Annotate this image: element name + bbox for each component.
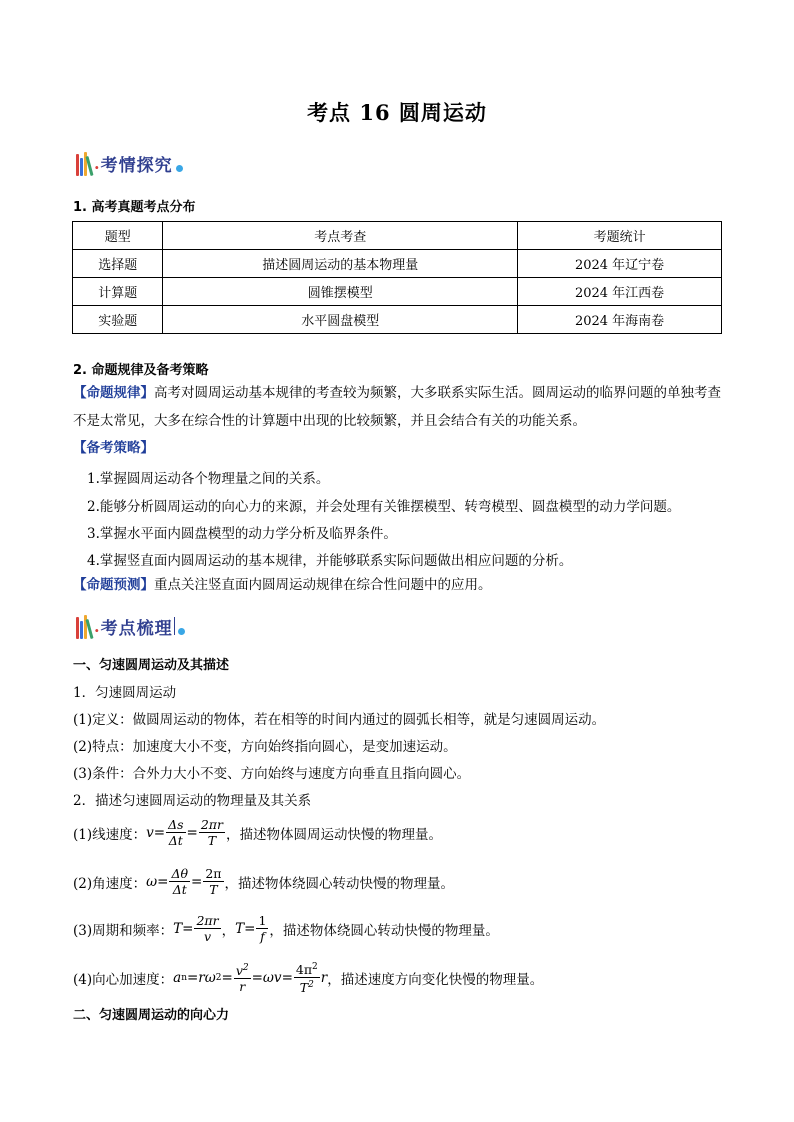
page-title: 考点 16 圆周运动 xyxy=(307,100,487,125)
strategy-item: 3.掌握水平面内圆盘模型的动力学分析及临界条件。 xyxy=(87,526,397,542)
strategy-item: 2.能够分析圆周运动的向心力的来源，并会处理有关锥摆模型、转弯模型、圆盘模型的动力学问题。 xyxy=(87,499,681,515)
table-cell: 实验题 xyxy=(73,306,163,334)
table-header: 题型 xyxy=(73,222,163,250)
formula-label: (4)向心加速度： xyxy=(73,971,174,988)
banner-exam-analysis: . 考情探究 xyxy=(76,148,183,178)
strategy-item: 1.掌握圆周运动各个物理量之间的关系。 xyxy=(87,471,330,487)
exam-distribution-table xyxy=(72,221,722,334)
strategy-item: 4.掌握竖直面内圆周运动的基本规律，并能够联系实际问题做出相应问题的分析。 xyxy=(87,553,573,569)
definition-line: (1)定义：做圆周运动的物体，若在相等的时间内通过的圆弧长相等，就是匀速圆周运动。 xyxy=(73,712,606,728)
fraction: $\frac{v^2}{r}$ xyxy=(235,963,249,995)
table-cell: 水平圆盘模型 xyxy=(163,306,518,334)
strategy-label: 【备考策略】 xyxy=(73,440,154,456)
strategy-label-line xyxy=(73,435,723,463)
fraction: $\frac{4\pi^2}{T^2}$ xyxy=(295,962,318,996)
definition-line: (3)条件：合外力大小不变、方向始终与速度方向垂直且指向圆心。 xyxy=(73,766,471,782)
fraction: $\frac{2\pi}{T}$ xyxy=(205,866,222,897)
table-header-row xyxy=(73,222,722,250)
banner-title: 考点梳理 xyxy=(100,618,173,639)
table-cell: 圆锥摆模型 xyxy=(163,278,518,306)
table-cell: 描述圆周运动的基本物理量 xyxy=(163,250,518,278)
predict-text: 重点关注竖直面内圆周运动规律在综合性问题中的应用。 xyxy=(154,577,492,593)
table-header: 考题统计 xyxy=(518,222,722,250)
formula-label: (3)周期和频率： xyxy=(73,922,174,939)
item-heading: 2．描述匀速圆周运动的物理量及其关系 xyxy=(73,793,312,809)
dot-icon xyxy=(178,628,185,635)
fraction: $\frac{1}{f}$ xyxy=(258,913,267,944)
formula-linear-velocity: (1)线速度： v = $\frac{\Delta s}{\Delta t}$ = $\frac{2\pi r}{T}$ ，描述物体圆周运动快慢的物理量。 xyxy=(73,817,442,848)
fraction: $\frac{2\pi r}{v}$ xyxy=(196,913,219,944)
banner-title: 考情探究 xyxy=(100,155,173,176)
fraction: $\frac{\Delta\theta}{\Delta t}$ xyxy=(171,866,189,897)
definition-line: (2)特点：加速度大小不变，方向始终指向圆心，是变加速运动。 xyxy=(73,739,457,755)
item-heading: 1．匀速圆周运动 xyxy=(73,685,177,701)
part-heading: 一、匀速圆周运动及其描述 xyxy=(73,658,230,673)
rule-label: 【命题规律】 xyxy=(73,385,154,401)
books-icon xyxy=(76,613,91,639)
rule-text: 高考对圆周运动基本规律的考查较为频繁，大多联系实际生活。圆周运动的临界问题的单独考查不是太常见，大多在综合性的计算题中出现的比较频繁，并且会结合有关的功能关系。 xyxy=(73,385,721,429)
table-row xyxy=(73,250,722,278)
section-heading: 2. 命题规律及备考策略 xyxy=(73,363,209,378)
formula-angular-velocity: (2)角速度： ω = $\frac{\Delta\theta}{\Delta t}$ = $\frac{2\pi}{T}$ ，描述物体绕圆心转动快慢的物理量。 xyxy=(73,866,454,897)
formula-label: (2)角速度： xyxy=(73,875,147,892)
formula-description: ，描述物体圆周运动快慢的物理量。 xyxy=(226,826,442,843)
formula-label: (1)线速度： xyxy=(73,826,147,843)
formula-description: ，描述物体绕圆心转动快慢的物理量。 xyxy=(269,922,499,939)
formula-description: ，描述速度方向变化快慢的物理量。 xyxy=(327,971,544,988)
predict-label: 【命题预测】 xyxy=(73,577,154,593)
part-heading: 二、匀速圆周运动的向心力 xyxy=(73,1008,230,1023)
table-row xyxy=(73,306,722,334)
formula-description: ，描述物体绕圆心转动快慢的物理量。 xyxy=(224,875,454,892)
table-row xyxy=(73,278,722,306)
formula-period-frequency: (3)周期和频率： T = $\frac{2\pi r}{v}$ ， T = $\frac{1}{f}$ ，描述物体绕圆心转动快慢的物理量。 xyxy=(73,913,499,944)
predict-paragraph xyxy=(73,572,723,600)
table-cell: 选择题 xyxy=(73,250,163,278)
formula-centripetal-acceleration: (4)向心加速度： a n = rω 2 = $\frac{v^2}{r}$ = ωv = $\frac{4\pi^2}{T^2}$ r ，描述速度方向变化快慢的物理量。 xyxy=(73,962,544,996)
rule-paragraph xyxy=(73,380,723,435)
table-cell: 2024 年海南卷 xyxy=(518,306,722,334)
table-cell: 2024 年江西卷 xyxy=(518,278,722,306)
dot-icon xyxy=(176,165,183,172)
text-cursor-icon xyxy=(174,617,175,635)
fraction: $\frac{\Delta s}{\Delta t}$ xyxy=(168,817,184,848)
banner-key-points: . 考点梳理 xyxy=(76,611,185,641)
section-heading: 1. 高考真题考点分布 xyxy=(73,200,196,215)
fraction: $\frac{2\pi r}{T}$ xyxy=(200,817,223,848)
table-header: 考点考查 xyxy=(163,222,518,250)
table-cell: 计算题 xyxy=(73,278,163,306)
books-icon xyxy=(76,150,91,176)
table-cell: 2024 年辽宁卷 xyxy=(518,250,722,278)
